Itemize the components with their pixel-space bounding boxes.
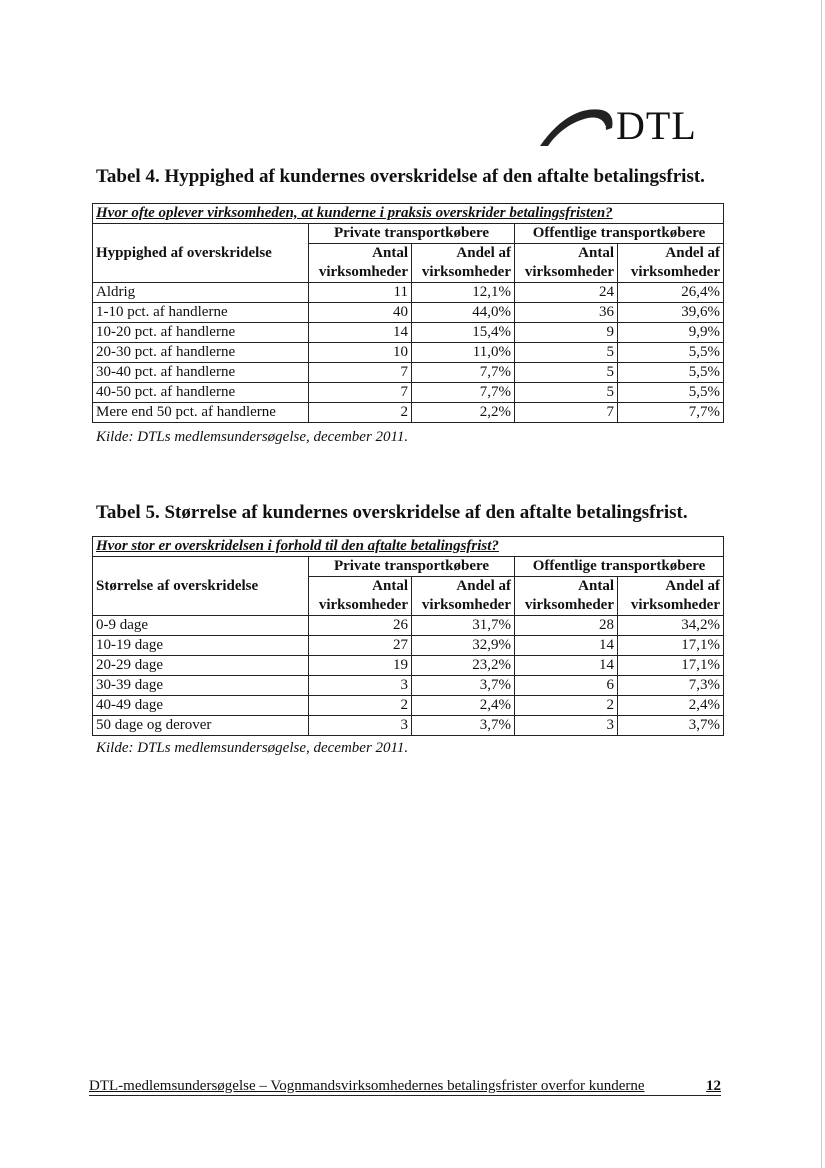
cell-public-count: 14 xyxy=(515,656,618,676)
table-row xyxy=(93,323,724,343)
page-number: 12 xyxy=(706,1078,721,1094)
cell-private-share: 31,7% xyxy=(412,616,515,636)
row-label: 0-9 dage xyxy=(93,616,309,636)
table-row xyxy=(93,403,724,423)
row-label: 40-50 pct. af handlerne xyxy=(93,383,309,403)
cell-public-count: 14 xyxy=(515,636,618,656)
dtl-logo xyxy=(536,100,706,150)
table-row xyxy=(93,283,724,303)
col-header-antal: Antal xyxy=(515,577,618,597)
col-header-virksomheder: virksomheder xyxy=(618,596,724,616)
col-header-virksomheder: virksomheder xyxy=(515,263,618,283)
cell-private-count: 14 xyxy=(309,323,412,343)
page-footer xyxy=(89,1077,721,1096)
row-label: 10-19 dage xyxy=(93,636,309,656)
cell-private-share: 12,1% xyxy=(412,283,515,303)
col-header-andel: Andel af xyxy=(412,577,515,597)
table-row xyxy=(93,636,724,656)
cell-private-count: 26 xyxy=(309,616,412,636)
table4-row-header: Hyppighed af overskridelse xyxy=(93,224,309,283)
table4 xyxy=(92,203,724,423)
table-row xyxy=(93,303,724,323)
row-label: 10-20 pct. af handlerne xyxy=(93,323,309,343)
cell-private-share: 3,7% xyxy=(412,716,515,736)
table4-group-row xyxy=(93,224,724,244)
cell-public-count: 2 xyxy=(515,696,618,716)
cell-private-count: 10 xyxy=(309,343,412,363)
table4-question: Hvor ofte oplever virksomheden, at kunderne i praksis overskrider betalingsfristen? xyxy=(93,204,724,224)
row-label: 20-29 dage xyxy=(93,656,309,676)
table5-group-row xyxy=(93,557,724,577)
row-label: 30-40 pct. af handlerne xyxy=(93,363,309,383)
cell-public-count: 28 xyxy=(515,616,618,636)
row-label: 1-10 pct. af handlerne xyxy=(93,303,309,323)
table-row xyxy=(93,343,724,363)
logo-text: DTL xyxy=(616,103,697,148)
table4-group-public: Offentlige transportkøbere xyxy=(515,224,724,244)
cell-public-count: 3 xyxy=(515,716,618,736)
col-header-virksomheder: virksomheder xyxy=(618,263,724,283)
cell-private-count: 19 xyxy=(309,656,412,676)
footer-text: DTL-medlemsundersøgelse – Vognmandsvirksomhedernes betalingsfrister overfor kunderne xyxy=(89,1078,645,1094)
table5-question-row xyxy=(93,537,724,557)
table5-heading: Tabel 5. Størrelse af kundernes overskridelse af den aftalte betalingsfrist. xyxy=(96,502,688,523)
cell-private-count: 3 xyxy=(309,716,412,736)
cell-private-count: 7 xyxy=(309,383,412,403)
cell-private-share: 15,4% xyxy=(412,323,515,343)
cell-public-count: 36 xyxy=(515,303,618,323)
cell-public-share: 39,6% xyxy=(618,303,724,323)
cell-public-share: 5,5% xyxy=(618,363,724,383)
cell-public-share: 5,5% xyxy=(618,383,724,403)
cell-private-share: 11,0% xyxy=(412,343,515,363)
cell-public-count: 6 xyxy=(515,676,618,696)
table-row xyxy=(93,656,724,676)
col-header-antal: Antal xyxy=(309,577,412,597)
col-header-virksomheder: virksomheder xyxy=(412,263,515,283)
row-label: Aldrig xyxy=(93,283,309,303)
cell-public-share: 2,4% xyxy=(618,696,724,716)
cell-private-share: 2,4% xyxy=(412,696,515,716)
cell-public-share: 3,7% xyxy=(618,716,724,736)
cell-private-count: 7 xyxy=(309,363,412,383)
col-header-andel: Andel af xyxy=(618,244,724,264)
cell-public-count: 9 xyxy=(515,323,618,343)
row-label: 20-30 pct. af handlerne xyxy=(93,343,309,363)
cell-private-share: 23,2% xyxy=(412,656,515,676)
table5-question: Hvor stor er overskridelsen i forhold til den aftalte betalingsfrist? xyxy=(93,537,724,557)
table-row xyxy=(93,696,724,716)
table4-question-row xyxy=(93,204,724,224)
table4-group-private: Private transportkøbere xyxy=(309,224,515,244)
cell-private-count: 40 xyxy=(309,303,412,323)
col-header-andel: Andel af xyxy=(618,577,724,597)
table-row xyxy=(93,676,724,696)
cell-public-count: 5 xyxy=(515,343,618,363)
col-header-antal: Antal xyxy=(515,244,618,264)
table5-source: Kilde: DTLs medlemsundersøgelse, december 2011. xyxy=(96,740,409,756)
cell-public-count: 7 xyxy=(515,403,618,423)
cell-private-share: 7,7% xyxy=(412,363,515,383)
cell-private-share: 7,7% xyxy=(412,383,515,403)
table-row xyxy=(93,616,724,636)
cell-public-count: 5 xyxy=(515,363,618,383)
row-label: 30-39 dage xyxy=(93,676,309,696)
table5-group-public: Offentlige transportkøbere xyxy=(515,557,724,577)
cell-public-share: 5,5% xyxy=(618,343,724,363)
col-header-andel: Andel af xyxy=(412,244,515,264)
col-header-virksomheder: virksomheder xyxy=(515,596,618,616)
cell-public-share: 7,3% xyxy=(618,676,724,696)
cell-public-share: 17,1% xyxy=(618,656,724,676)
cell-public-share: 26,4% xyxy=(618,283,724,303)
cell-public-share: 7,7% xyxy=(618,403,724,423)
cell-private-count: 11 xyxy=(309,283,412,303)
cell-private-share: 2,2% xyxy=(412,403,515,423)
col-header-virksomheder: virksomheder xyxy=(309,596,412,616)
row-label: Mere end 50 pct. af handlerne xyxy=(93,403,309,423)
row-label: 50 dage og derover xyxy=(93,716,309,736)
col-header-antal: Antal xyxy=(309,244,412,264)
cell-private-share: 32,9% xyxy=(412,636,515,656)
cell-private-count: 2 xyxy=(309,403,412,423)
table5-row-header: Størrelse af overskridelse xyxy=(93,557,309,616)
scan-edge xyxy=(821,0,822,1168)
table-row xyxy=(93,383,724,403)
col-header-virksomheder: virksomheder xyxy=(412,596,515,616)
cell-private-share: 3,7% xyxy=(412,676,515,696)
cell-private-count: 2 xyxy=(309,696,412,716)
cell-private-count: 27 xyxy=(309,636,412,656)
cell-private-share: 44,0% xyxy=(412,303,515,323)
table5 xyxy=(92,536,724,736)
table-row xyxy=(93,363,724,383)
swoosh-icon xyxy=(536,100,616,148)
cell-public-share: 17,1% xyxy=(618,636,724,656)
cell-public-share: 34,2% xyxy=(618,616,724,636)
col-header-virksomheder: virksomheder xyxy=(309,263,412,283)
table5-group-private: Private transportkøbere xyxy=(309,557,515,577)
table4-source: Kilde: DTLs medlemsundersøgelse, december 2011. xyxy=(96,429,409,445)
row-label: 40-49 dage xyxy=(93,696,309,716)
cell-public-count: 24 xyxy=(515,283,618,303)
cell-public-count: 5 xyxy=(515,383,618,403)
table4-heading: Tabel 4. Hyppighed af kundernes overskridelse af den aftalte betalingsfrist. xyxy=(96,166,705,187)
cell-public-share: 9,9% xyxy=(618,323,724,343)
cell-private-count: 3 xyxy=(309,676,412,696)
table-row xyxy=(93,716,724,736)
